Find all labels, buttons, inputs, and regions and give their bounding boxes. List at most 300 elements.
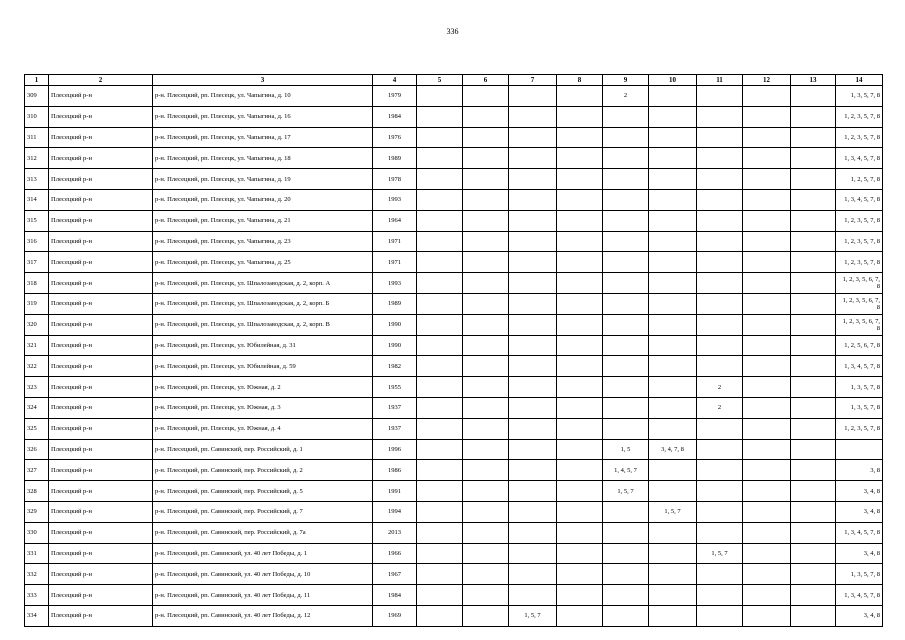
col11-cell [697, 148, 743, 169]
col11-cell [697, 481, 743, 502]
district-cell: Плесецкий р-н [49, 439, 153, 460]
row-number: 331 [25, 543, 49, 564]
year-cell: 1966 [373, 543, 417, 564]
col14-cell: 1, 3, 4, 5, 7, 8 [836, 585, 883, 606]
address-cell: р-н. Плесецкий, рп. Плесецк, ул. Юбилейная, д. 31 [153, 335, 373, 356]
row-number: 328 [25, 481, 49, 502]
col9-cell [603, 522, 649, 543]
col9-cell [603, 210, 649, 231]
year-cell: 1989 [373, 293, 417, 314]
col14-cell: 1, 2, 3, 5, 7, 8 [836, 231, 883, 252]
address-cell: р-н. Плесецкий, рп. Плесецк, ул. Шпалозаводская, д. 2, корп. В [153, 314, 373, 335]
col10-cell [649, 356, 697, 377]
col11-cell [697, 293, 743, 314]
col12-cell [743, 460, 791, 481]
col5-cell [417, 293, 463, 314]
col14-cell: 1, 3, 5, 7, 8 [836, 564, 883, 585]
year-cell: 1984 [373, 585, 417, 606]
address-cell: р-н. Плесецкий, рп. Плесецк, ул. Шпалозаводская, д. 2, корп. Б [153, 293, 373, 314]
col8-cell [557, 231, 603, 252]
column-header: 10 [649, 75, 697, 86]
row-number: 326 [25, 439, 49, 460]
district-cell: Плесецкий р-н [49, 501, 153, 522]
year-cell: 1978 [373, 169, 417, 190]
col7-cell [509, 564, 557, 585]
col7-cell [509, 481, 557, 502]
housing-table [24, 74, 883, 627]
table-row [25, 501, 883, 522]
table-row [25, 210, 883, 231]
address-cell: р-н. Плесецкий, рп. Савинский, пер. Российский, д. 2 [153, 460, 373, 481]
col12-cell [743, 335, 791, 356]
col13-cell [791, 522, 836, 543]
col5-cell [417, 605, 463, 626]
col11-cell [697, 314, 743, 335]
col14-cell: 1, 3, 5, 7, 8 [836, 397, 883, 418]
col13-cell [791, 377, 836, 398]
col5-cell [417, 127, 463, 148]
year-cell: 1996 [373, 439, 417, 460]
col14-cell: 3, 8 [836, 460, 883, 481]
year-cell: 1990 [373, 314, 417, 335]
col9-cell [603, 127, 649, 148]
col14-cell: 1, 2, 3, 5, 6, 7, 8 [836, 314, 883, 335]
col8-cell [557, 481, 603, 502]
table-row [25, 293, 883, 314]
col13-cell [791, 169, 836, 190]
col8-cell [557, 252, 603, 273]
col8-cell [557, 397, 603, 418]
col9-cell [603, 293, 649, 314]
col12-cell [743, 377, 791, 398]
year-cell: 1964 [373, 210, 417, 231]
row-number: 319 [25, 293, 49, 314]
col13-cell [791, 189, 836, 210]
col6-cell [463, 356, 509, 377]
col7-cell [509, 86, 557, 107]
col13-cell [791, 335, 836, 356]
column-header: 14 [836, 75, 883, 86]
row-number: 309 [25, 86, 49, 107]
row-number: 327 [25, 460, 49, 481]
col13-cell [791, 231, 836, 252]
col6-cell [463, 189, 509, 210]
year-cell: 1979 [373, 86, 417, 107]
col11-cell [697, 189, 743, 210]
col12-cell [743, 418, 791, 439]
col10-cell [649, 86, 697, 107]
col6-cell [463, 273, 509, 294]
col12-cell [743, 356, 791, 377]
col10-cell [649, 377, 697, 398]
district-cell: Плесецкий р-н [49, 522, 153, 543]
col11-cell: 2 [697, 397, 743, 418]
col12-cell [743, 148, 791, 169]
col13-cell [791, 127, 836, 148]
col9-cell [603, 356, 649, 377]
district-cell: Плесецкий р-н [49, 169, 153, 190]
col6-cell [463, 86, 509, 107]
row-number: 333 [25, 585, 49, 606]
table-row [25, 522, 883, 543]
col5-cell [417, 356, 463, 377]
col7-cell [509, 169, 557, 190]
address-cell: р-н. Плесецкий, рп. Плесецк, ул. Чапыгина, д. 20 [153, 189, 373, 210]
col12-cell [743, 169, 791, 190]
col11-cell [697, 210, 743, 231]
address-cell: р-н. Плесецкий, рп. Плесецк, ул. Чапыгина, д. 18 [153, 148, 373, 169]
row-number: 313 [25, 169, 49, 190]
col9-cell [603, 335, 649, 356]
col13-cell [791, 439, 836, 460]
col8-cell [557, 314, 603, 335]
col7-cell [509, 106, 557, 127]
address-cell: р-н. Плесецкий, рп. Плесецк, ул. Чапыгина, д. 25 [153, 252, 373, 273]
col6-cell [463, 543, 509, 564]
district-cell: Плесецкий р-н [49, 481, 153, 502]
address-cell: р-н. Плесецкий, рп. Савинский, пер. Российский, д. 1 [153, 439, 373, 460]
col5-cell [417, 335, 463, 356]
col9-cell [603, 231, 649, 252]
column-header: 4 [373, 75, 417, 86]
col11-cell [697, 585, 743, 606]
col12-cell [743, 585, 791, 606]
table-row [25, 564, 883, 585]
col5-cell [417, 543, 463, 564]
col13-cell [791, 252, 836, 273]
page-number: 336 [446, 27, 459, 36]
col8-cell [557, 543, 603, 564]
col9-cell [603, 564, 649, 585]
col14-cell [836, 439, 883, 460]
col10-cell [649, 460, 697, 481]
table-row [25, 397, 883, 418]
col6-cell [463, 481, 509, 502]
col8-cell [557, 293, 603, 314]
col8-cell [557, 418, 603, 439]
col13-cell [791, 210, 836, 231]
col6-cell [463, 252, 509, 273]
col13-cell [791, 585, 836, 606]
address-cell: р-н. Плесецкий, рп. Плесецк, ул. Чапыгина, д. 16 [153, 106, 373, 127]
district-cell: Плесецкий р-н [49, 189, 153, 210]
col7-cell [509, 273, 557, 294]
col7-cell [509, 460, 557, 481]
row-number: 315 [25, 210, 49, 231]
col14-cell: 1, 2, 3, 5, 7, 8 [836, 106, 883, 127]
col6-cell [463, 418, 509, 439]
col9-cell: 1, 5, 7 [603, 481, 649, 502]
col7-cell [509, 501, 557, 522]
col9-cell [603, 148, 649, 169]
col14-cell: 1, 2, 3, 5, 6, 7, 8 [836, 293, 883, 314]
address-cell: р-н. Плесецкий, рп. Плесецк, ул. Чапыгина, д. 23 [153, 231, 373, 252]
col5-cell [417, 522, 463, 543]
table-row [25, 460, 883, 481]
col8-cell [557, 564, 603, 585]
col10-cell [649, 293, 697, 314]
col14-cell: 1, 2, 3, 5, 7, 8 [836, 210, 883, 231]
column-header: 5 [417, 75, 463, 86]
district-cell: Плесецкий р-н [49, 106, 153, 127]
row-number: 321 [25, 335, 49, 356]
col12-cell [743, 314, 791, 335]
col12-cell [743, 273, 791, 294]
year-cell: 1990 [373, 335, 417, 356]
col7-cell [509, 377, 557, 398]
column-header: 3 [153, 75, 373, 86]
year-cell: 1993 [373, 189, 417, 210]
table-row [25, 314, 883, 335]
address-cell: р-н. Плесецкий, рп. Савинский, ул. 40 лет Победы, д. 1 [153, 543, 373, 564]
year-cell: 1971 [373, 252, 417, 273]
col8-cell [557, 148, 603, 169]
col7-cell [509, 439, 557, 460]
col8-cell [557, 605, 603, 626]
col7-cell [509, 231, 557, 252]
col6-cell [463, 397, 509, 418]
table-body [25, 86, 883, 627]
year-cell: 1989 [373, 148, 417, 169]
col9-cell [603, 501, 649, 522]
col8-cell [557, 377, 603, 398]
district-cell: Плесецкий р-н [49, 418, 153, 439]
district-cell: Плесецкий р-н [49, 585, 153, 606]
col5-cell [417, 231, 463, 252]
col6-cell [463, 460, 509, 481]
district-cell: Плесецкий р-н [49, 127, 153, 148]
col7-cell [509, 252, 557, 273]
col12-cell [743, 397, 791, 418]
col7-cell [509, 397, 557, 418]
col13-cell [791, 356, 836, 377]
col10-cell [649, 314, 697, 335]
col5-cell [417, 189, 463, 210]
col14-cell: 1, 3, 4, 5, 7, 8 [836, 189, 883, 210]
row-number: 323 [25, 377, 49, 398]
col5-cell [417, 439, 463, 460]
table-row [25, 356, 883, 377]
col12-cell [743, 210, 791, 231]
district-cell: Плесецкий р-н [49, 314, 153, 335]
district-cell: Плесецкий р-н [49, 293, 153, 314]
col7-cell [509, 585, 557, 606]
col14-cell: 1, 2, 5, 7, 8 [836, 169, 883, 190]
row-number: 318 [25, 273, 49, 294]
row-number: 325 [25, 418, 49, 439]
col9-cell [603, 543, 649, 564]
year-cell: 1982 [373, 356, 417, 377]
district-cell: Плесецкий р-н [49, 605, 153, 626]
col9-cell [603, 252, 649, 273]
col7-cell [509, 148, 557, 169]
col14-cell: 1, 3, 4, 5, 7, 8 [836, 148, 883, 169]
row-number: 330 [25, 522, 49, 543]
col14-cell: 1, 2, 3, 5, 6, 7, 8 [836, 273, 883, 294]
col5-cell [417, 273, 463, 294]
col5-cell [417, 210, 463, 231]
col8-cell [557, 86, 603, 107]
col6-cell [463, 127, 509, 148]
table-row [25, 231, 883, 252]
col5-cell [417, 501, 463, 522]
district-cell: Плесецкий р-н [49, 231, 153, 252]
col12-cell [743, 481, 791, 502]
col12-cell [743, 106, 791, 127]
col13-cell [791, 543, 836, 564]
column-header: 12 [743, 75, 791, 86]
col7-cell [509, 314, 557, 335]
district-cell: Плесецкий р-н [49, 397, 153, 418]
col14-cell: 1, 3, 5, 7, 8 [836, 86, 883, 107]
col9-cell: 2 [603, 86, 649, 107]
district-cell: Плесецкий р-н [49, 86, 153, 107]
col12-cell [743, 439, 791, 460]
column-header: 1 [25, 75, 49, 86]
col10-cell [649, 273, 697, 294]
col13-cell [791, 106, 836, 127]
col7-cell [509, 293, 557, 314]
column-header: 13 [791, 75, 836, 86]
district-cell: Плесецкий р-н [49, 460, 153, 481]
col13-cell [791, 460, 836, 481]
col13-cell [791, 314, 836, 335]
col13-cell [791, 564, 836, 585]
col14-cell: 1, 2, 3, 5, 7, 8 [836, 127, 883, 148]
col13-cell [791, 481, 836, 502]
col6-cell [463, 501, 509, 522]
col11-cell [697, 252, 743, 273]
row-number: 320 [25, 314, 49, 335]
address-cell: р-н. Плесецкий, рп. Савинский, ул. 40 лет Победы, д. 10 [153, 564, 373, 585]
col9-cell [603, 106, 649, 127]
column-header: 8 [557, 75, 603, 86]
col6-cell [463, 148, 509, 169]
col8-cell [557, 585, 603, 606]
row-number: 310 [25, 106, 49, 127]
col12-cell [743, 501, 791, 522]
col12-cell [743, 522, 791, 543]
col5-cell [417, 564, 463, 585]
col7-cell [509, 418, 557, 439]
col11-cell [697, 605, 743, 626]
col13-cell [791, 397, 836, 418]
col12-cell [743, 231, 791, 252]
col12-cell [743, 605, 791, 626]
address-cell: р-н. Плесецкий, рп. Плесецк, ул. Чапыгина, д. 10 [153, 86, 373, 107]
address-cell: р-н. Плесецкий, рп. Плесецк, ул. Чапыгина, д. 19 [153, 169, 373, 190]
col11-cell [697, 501, 743, 522]
col12-cell [743, 543, 791, 564]
district-cell: Плесецкий р-н [49, 273, 153, 294]
district-cell: Плесецкий р-н [49, 148, 153, 169]
header-row [25, 75, 883, 86]
address-cell: р-н. Плесецкий, рп. Плесецк, ул. Юбилейная, д. 59 [153, 356, 373, 377]
col6-cell [463, 564, 509, 585]
col11-cell [697, 231, 743, 252]
col5-cell [417, 460, 463, 481]
col11-cell [697, 127, 743, 148]
col6-cell [463, 210, 509, 231]
table-row [25, 335, 883, 356]
district-cell: Плесецкий р-н [49, 252, 153, 273]
col11-cell [697, 273, 743, 294]
year-cell: 1994 [373, 501, 417, 522]
col11-cell [697, 86, 743, 107]
district-cell: Плесецкий р-н [49, 564, 153, 585]
year-cell: 1969 [373, 605, 417, 626]
col5-cell [417, 86, 463, 107]
col10-cell [649, 585, 697, 606]
col5-cell [417, 106, 463, 127]
col6-cell [463, 231, 509, 252]
col9-cell [603, 273, 649, 294]
col11-cell [697, 460, 743, 481]
row-number: 322 [25, 356, 49, 377]
row-number: 312 [25, 148, 49, 169]
col10-cell [649, 252, 697, 273]
col10-cell [649, 543, 697, 564]
col14-cell: 3, 4, 8 [836, 481, 883, 502]
table-row [25, 86, 883, 107]
col14-cell: 1, 2, 3, 5, 7, 8 [836, 252, 883, 273]
year-cell: 1967 [373, 564, 417, 585]
col10-cell [649, 189, 697, 210]
col10-cell: 1, 5, 7 [649, 501, 697, 522]
col10-cell [649, 481, 697, 502]
col14-cell: 3, 4, 8 [836, 501, 883, 522]
col11-cell [697, 522, 743, 543]
address-cell: р-н. Плесецкий, рп. Савинский, ул. 40 лет Победы, д. 12 [153, 605, 373, 626]
address-cell: р-н. Плесецкий, рп. Савинский, ул. 40 лет Победы, д. 11 [153, 585, 373, 606]
col12-cell [743, 564, 791, 585]
address-cell: р-н. Плесецкий, рп. Савинский, пер. Российский, д. 7а [153, 522, 373, 543]
row-number: 334 [25, 605, 49, 626]
col8-cell [557, 169, 603, 190]
col8-cell [557, 522, 603, 543]
col14-cell: 1, 2, 5, 6, 7, 8 [836, 335, 883, 356]
col11-cell [697, 418, 743, 439]
table-row [25, 169, 883, 190]
col9-cell [603, 314, 649, 335]
col11-cell [697, 439, 743, 460]
col10-cell [649, 210, 697, 231]
col12-cell [743, 189, 791, 210]
district-cell: Плесецкий р-н [49, 543, 153, 564]
col9-cell [603, 418, 649, 439]
year-cell: 2013 [373, 522, 417, 543]
col7-cell [509, 522, 557, 543]
col14-cell: 1, 3, 4, 5, 7, 8 [836, 356, 883, 377]
district-cell: Плесецкий р-н [49, 356, 153, 377]
col6-cell [463, 169, 509, 190]
table-row [25, 106, 883, 127]
col11-cell: 2 [697, 377, 743, 398]
col10-cell [649, 169, 697, 190]
col9-cell [603, 169, 649, 190]
col10-cell [649, 335, 697, 356]
address-cell: р-н. Плесецкий, рп. Плесецк, ул. Чапыгина, д. 17 [153, 127, 373, 148]
col8-cell [557, 356, 603, 377]
table-row [25, 148, 883, 169]
col10-cell [649, 605, 697, 626]
col12-cell [743, 127, 791, 148]
col7-cell [509, 335, 557, 356]
col6-cell [463, 439, 509, 460]
col13-cell [791, 86, 836, 107]
col9-cell: 1, 5 [603, 439, 649, 460]
table-row [25, 605, 883, 626]
